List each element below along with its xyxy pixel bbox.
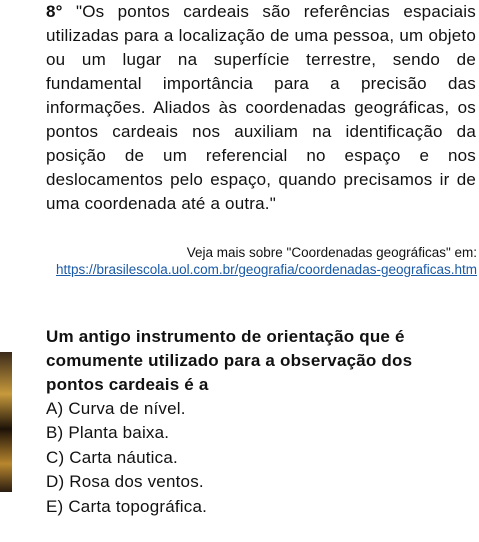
source-label: Veja mais sobre "Coordenadas geográficas" em:: [186, 245, 477, 260]
option-e[interactable]: E) Carta topográfica.: [46, 496, 208, 516]
answer-options: [46, 397, 207, 519]
option-a[interactable]: A) Curva de nível.: [46, 399, 186, 418]
source-link[interactable]: https://brasilescola.uol.com.br/geografia/coordenadas-geograficas.htm: [56, 262, 477, 277]
source-citation: [46, 244, 477, 278]
question-number: 8°: [46, 2, 63, 21]
question-prompt: Um antigo instrumento de orientação que é comumente utilizado para a observação dos pontos cardeais é a: [46, 327, 413, 394]
question-text: [46, 0, 476, 216]
option-b[interactable]: B) Planta baixa.: [46, 423, 170, 443]
question-quote: "Os pontos cardeais são referências espaciais utilizadas para a localização de uma pessoa, um objeto ou um lugar na superfície terrestre, sendo de fundamental importância para a precisão das informações. Aliados às coordenadas geográficas, os pontos cardeais nos auxiliam na identificação da posição de um referencial no espaço e nos deslocamentos pelo espaço, quando precisamos ir de uma coordenada até a outra.": [46, 2, 476, 213]
option-d[interactable]: D) Rosa dos ventos.: [46, 472, 204, 492]
option-c[interactable]: C) Carta náutica.: [46, 447, 178, 467]
cropped-photo-edge: [0, 352, 12, 492]
